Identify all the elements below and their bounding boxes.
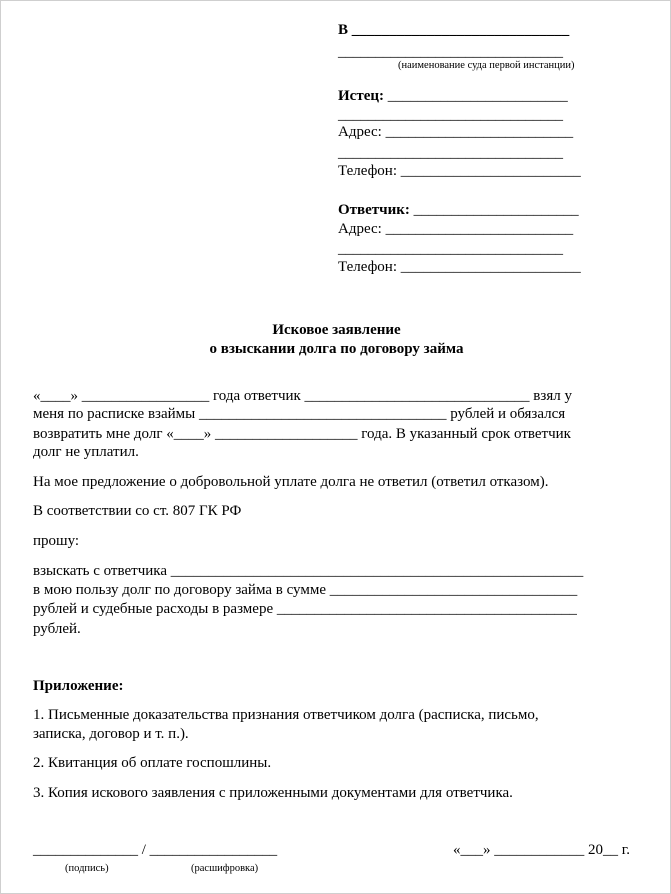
defendant-address: Адрес: _________________________ xyxy=(338,221,574,237)
court-line-1: В _____________________________ xyxy=(338,22,570,38)
date-line: «___» ____________ 20__ г. xyxy=(453,842,630,858)
plaintiff-name-blank: ________________________ xyxy=(384,88,568,104)
plaintiff-address: Адрес: _________________________ xyxy=(338,124,574,140)
body-p4: прошу: xyxy=(33,533,80,549)
body-p3: В соответствии со ст. 807 ГК РФ xyxy=(33,503,242,519)
signature-line: ______________ / _________________ xyxy=(33,842,278,858)
appendix-item-2: 2. Квитанция об оплате госпошлины. xyxy=(33,755,272,771)
plaintiff-line-2: ______________________________ xyxy=(338,107,563,123)
court-line-2: ______________________________ xyxy=(338,44,563,60)
defendant-phone: Телефон: ________________________ xyxy=(338,259,581,275)
body-p5-line-2: в мою пользу долг по договору займа в сумме _________________________________ xyxy=(33,582,578,598)
plaintiff-phone: Телефон: ________________________ xyxy=(338,163,581,179)
body-p5-line-4: рублей. xyxy=(33,621,81,637)
appendix-item-1-line-1: 1. Письменные доказательства признания ответчиком долга (расписка, письмо, xyxy=(33,707,539,723)
body-p5-line-3: рублей и судебные расходы в размере ________________________________________ xyxy=(33,601,577,617)
document-subtitle: о взыскании долга по договору займа xyxy=(209,341,464,357)
defendant-line-2: ______________________________ xyxy=(338,241,563,257)
appendix-item-3: 3. Копия искового заявления с приложенными документами для ответчика. xyxy=(33,785,513,801)
body-p1-line-2: меня по расписке взаймы _________________________________ рублей и обязался xyxy=(33,406,566,422)
plaintiff-line xyxy=(338,87,568,105)
body-p5-line-1: взыскать с ответчика _______________________________________________________ xyxy=(33,563,584,579)
body-p1-line-1: «____» _________________ года ответчик ______________________________ взял у xyxy=(33,388,572,404)
court-caption: (наименование суда первой инстанции) xyxy=(398,60,575,71)
defendant-label: Ответчик: xyxy=(338,202,410,218)
plaintiff-line-3: ______________________________ xyxy=(338,145,563,161)
appendix-item-1-line-2: записка, договор и т. п.). xyxy=(33,726,189,742)
body-p1-line-4: долг не уплатил. xyxy=(33,444,139,460)
signature-caption: (подпись) xyxy=(65,863,109,874)
decode-caption: (расшифровка) xyxy=(191,863,259,874)
document-title: Исковое заявление xyxy=(272,322,401,338)
body-p1-line-3: возвратить мне долг «____» ___________________ года. В указанный срок ответчик xyxy=(33,426,571,442)
defendant-line xyxy=(338,201,579,219)
appendix-label: Приложение: xyxy=(33,678,124,694)
body-p2: На мое предложение о добровольной уплате долга не ответил (ответил отказом). xyxy=(33,474,549,490)
plaintiff-label: Истец: xyxy=(338,88,384,104)
defendant-name-blank: ______________________ xyxy=(409,202,579,218)
